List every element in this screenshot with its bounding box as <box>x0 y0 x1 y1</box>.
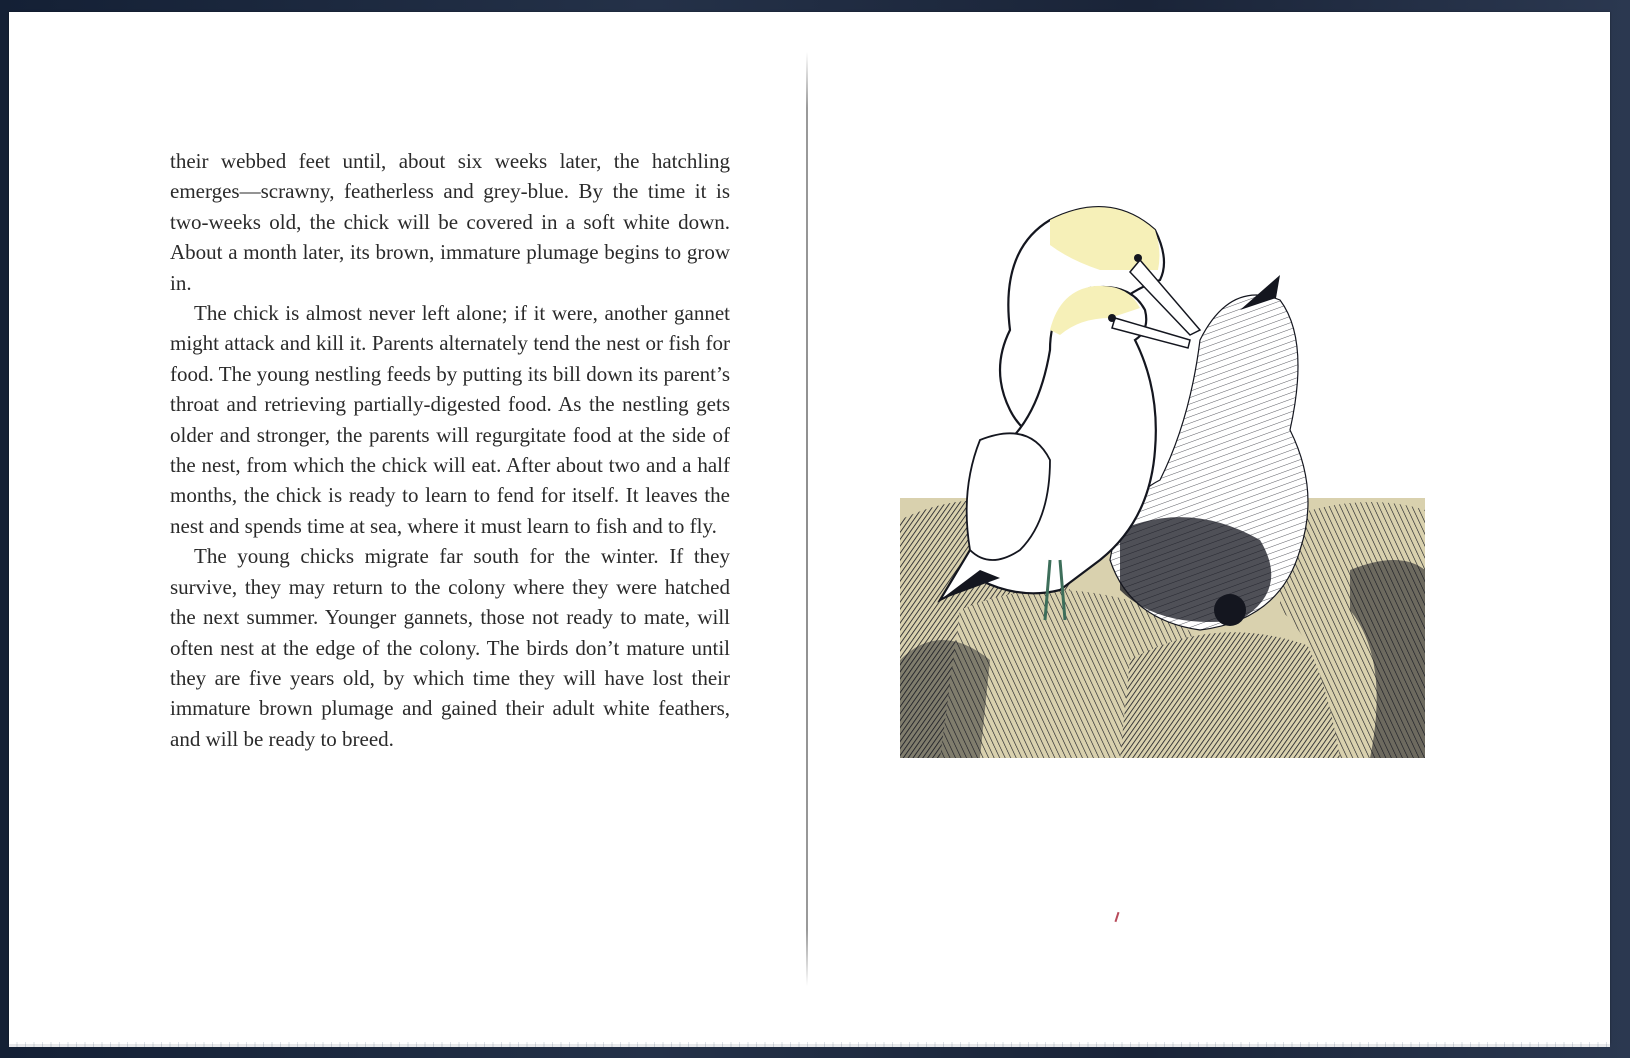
gannet-illustration <box>900 190 1450 790</box>
paragraph-1: their webbed feet until, about six weeks later, the hatchling emerges—scrawny, featherless and grey-blue. By the time it is two-weeks old, the chick will be covered in a soft white down. About a month later, its brown, immature plumage begins to grow in. <box>170 149 730 295</box>
page-gutter <box>806 52 808 986</box>
paragraph-2: The chick is almost never left alone; if it were, another gannet might attack and kill it. Parents alternately tend the nest or fish for food. The young nestling feeds by putting its bill down its parent’s throat and retrieving partially-digested food. As the nestling gets older and stronger, the parents will regurgitate food at the side of the nest, from which the chick will eat. After about two and a half months, the chick is ready to learn to fend for itself. It leaves the nest and spends time at sea, where it must learn to fish and to fly. <box>170 301 730 538</box>
deckled-edge <box>9 1042 1610 1047</box>
paragraph-3: The young chicks migrate far south for the winter. If they survive, they may return to the colony where they were hatched the next summer. Younger gannets, those not ready to mate, will often nest at the edge of the colony. The birds don’t mature until they are five years old, by which time they will have lost their immature brown plumage and gained their adult white feathers, and will be ready to breed. <box>170 544 730 751</box>
left-page-text <box>170 146 730 754</box>
